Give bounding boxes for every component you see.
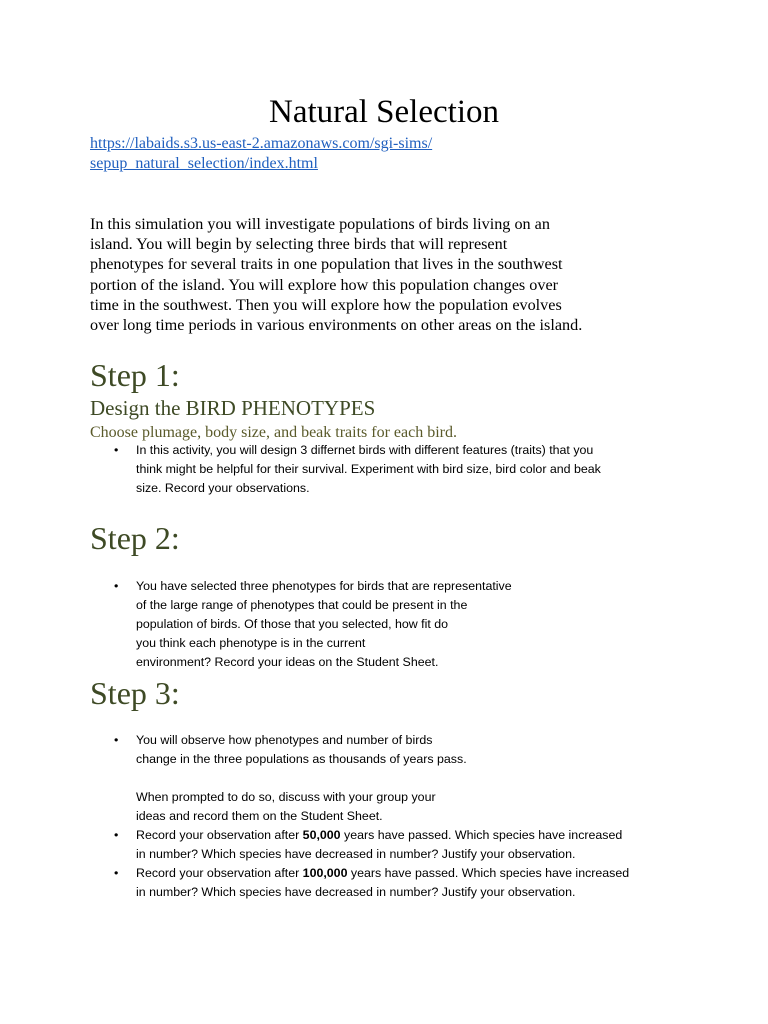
bullet-line: When prompted to do so, discuss with your group your	[136, 790, 436, 804]
years-value: 50,000	[302, 828, 341, 842]
bullet-line: ideas and record them on the Student Sheet.	[136, 809, 383, 823]
bullet-text: Record your observation after	[136, 828, 303, 842]
bullet-line	[136, 864, 629, 883]
list-item	[110, 441, 601, 498]
bullet-line: think might be helpful for their survival. Experiment with bird size, bird color and beak	[136, 462, 601, 476]
intro-line: portion of the island. You will explore how this population changes over	[90, 275, 559, 294]
bullet-line: population of birds. Of those that you selected, how fit do	[136, 617, 449, 631]
intro-paragraph	[90, 214, 690, 335]
intro-line: over long time periods in various environments on other areas on the island.	[90, 316, 583, 335]
step3-heading: Step 3:	[90, 675, 180, 711]
intro-line: time in the southwest. Then you will explore how the population evolves	[90, 295, 562, 314]
bullet-line	[136, 826, 629, 845]
bullet-text: years have passed. Which species have increased	[347, 866, 630, 880]
step2-heading: Step 2:	[90, 520, 180, 556]
step3-bullet-list	[110, 731, 629, 902]
list-item	[110, 731, 629, 826]
step1-subsubheading: Choose plumage, body size, and beak traits for each bird.	[90, 424, 457, 441]
list-item	[110, 864, 629, 902]
step1-heading: Step 1:	[90, 357, 180, 393]
bullet-text: years have passed. Which species have increased	[340, 828, 623, 842]
bullet-line: • You have selected three phenotypes for birds that are representative	[136, 579, 512, 593]
bullet-line: in number? Which species have decreased in number? Justify your observation.	[136, 885, 576, 899]
list-item	[110, 826, 629, 864]
step1-subheading: Design the BIRD PHENOTYPES	[90, 396, 376, 420]
intro-line: In this simulation you will investigate populations of birds living on an	[90, 215, 550, 233]
intro-line: phenotypes for several traits in one population that lives in the southwest	[90, 255, 563, 274]
bullet-line: in number? Which species have decreased in number? Justify your observation.	[136, 847, 576, 861]
years-value: 100,000	[302, 866, 348, 880]
bullet-line: • You will observe how phenotypes and number of birds	[136, 733, 433, 747]
bullet-line: change in the three populations as thousands of years pass.	[136, 752, 467, 766]
link-line-2[interactable]: sepup_natural_selection/index.html	[90, 155, 318, 172]
step1-bullet-list	[110, 441, 601, 498]
link-line-1[interactable]: https://labaids.s3.us-east-2.amazonaws.com/sgi-sims/	[90, 135, 433, 152]
simulation-link[interactable]	[90, 134, 432, 174]
bullet-line: • In this activity, you will design 3 differnet birds with different features (traits) that you	[136, 443, 594, 457]
intro-line: island. You will begin by selecting three birds that will represent	[90, 235, 508, 254]
list-item	[110, 577, 512, 672]
bullet-line: you think each phenotype is in the current	[136, 636, 366, 650]
bullet-text: Record your observation after	[136, 866, 303, 880]
bullet-line: of the large range of phenotypes that could be present in the	[136, 598, 468, 612]
step2-bullet-list	[110, 577, 512, 672]
bullet-line: environment? Record your ideas on the Student Sheet.	[136, 655, 439, 669]
page-title: Natural Selection	[268, 94, 499, 130]
bullet-line: size. Record your observations.	[136, 481, 310, 495]
